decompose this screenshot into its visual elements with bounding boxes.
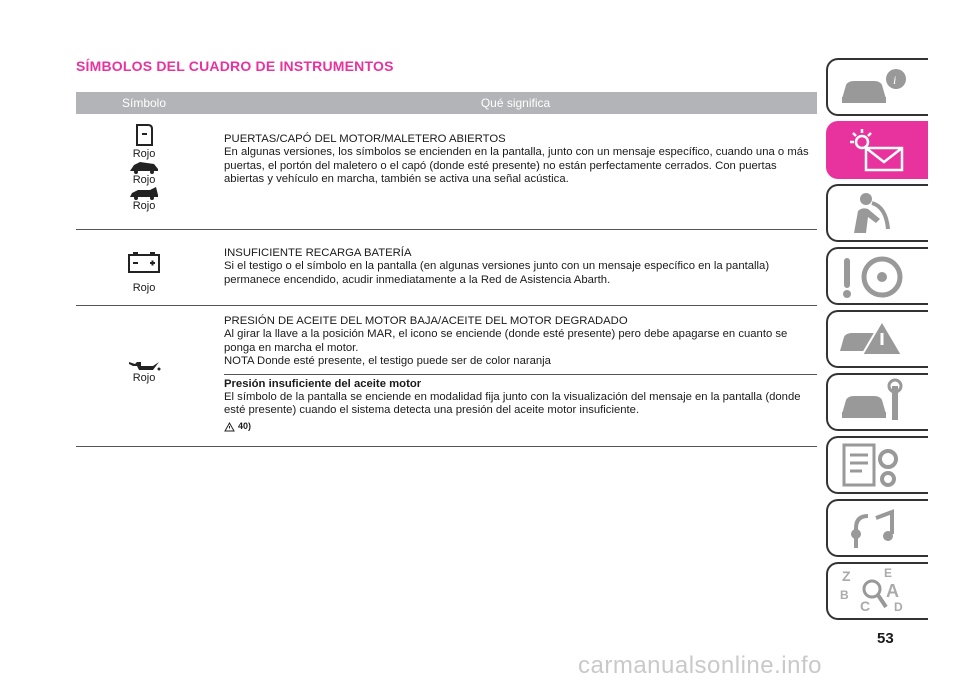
symbol-cell <box>76 114 212 229</box>
header-meaning: Qué significa <box>480 96 551 110</box>
svg-text:A: A <box>886 581 899 601</box>
row-text: Si el testigo o el símbolo en la pantalla (en algunas versiones junto con un mensaje específico en la pantalla) permanece encendido, acudir inmediatamente a la Red de Asistencia Abarth. <box>224 260 770 286</box>
svg-text:B: B <box>840 588 849 602</box>
color-label: Rojo <box>132 372 156 384</box>
tab-multimedia[interactable] <box>826 499 928 557</box>
warning-light-envelope-icon <box>836 126 916 176</box>
symbols-table <box>76 92 817 447</box>
maintenance-wrench-icon <box>836 378 916 428</box>
tab-car-info[interactable] <box>826 58 928 116</box>
car-info-icon <box>836 63 916 113</box>
symbol-cell <box>76 306 212 446</box>
tab-maintenance[interactable] <box>826 373 928 431</box>
row-text: Al girar la llave a la posición MAR, el icono se enciende (donde esté presente) pero debe apagarse en cuanto se ponga en marcha el motor. <box>224 328 788 354</box>
tab-safety[interactable] <box>826 184 928 242</box>
svg-text:D: D <box>894 600 903 614</box>
meaning-cell <box>212 114 817 229</box>
table-row <box>76 114 817 230</box>
meaning-cell <box>212 230 817 305</box>
door-open-icon <box>133 122 155 148</box>
row-subtext: El símbolo de la pantalla se enciende en modalidad fija junto con la visualización del mensaje en la pantalla (donde esté presente) cuando el sistema detecta una presión del aceite motor insuficiente. <box>224 391 801 417</box>
color-label: Rojo <box>132 282 156 294</box>
sub-divider <box>224 374 817 375</box>
svg-text:E: E <box>884 567 893 580</box>
tab-index[interactable] <box>826 562 928 620</box>
page-number: 53 <box>877 630 894 647</box>
row-text: En algunas versiones, los símbolos se encienden en la pantalla, junto con un mensaje específico, cuando una o más puertas, el portón del maletero o el capó (donde esté presente) no están perfectamente cerrados. Con puertas abiertas y vehículo en marcha, también se activa una señal acústica. <box>224 146 809 186</box>
section-title: SÍMBOLOS DEL CUADRO DE INSTRUMENTOS <box>76 58 394 74</box>
row-title: PRESIÓN DE ACEITE DEL MOTOR BAJA/ACEITE DEL MOTOR DEGRADADO <box>224 315 628 327</box>
svg-text:Z: Z <box>842 568 851 584</box>
warning-ref-label: 40) <box>238 420 252 431</box>
table-row <box>76 306 817 447</box>
header-symbol: Símbolo <box>121 96 167 110</box>
svg-text:C: C <box>860 598 871 614</box>
color-label: Rojo <box>132 200 156 212</box>
color-label: Rojo <box>132 148 156 160</box>
color-label: Rojo <box>132 174 156 186</box>
row-note: NOTA Donde esté presente, el testigo puede ser de color naranja <box>224 355 551 368</box>
tab-driving[interactable] <box>826 247 928 305</box>
svg-text:i: i <box>893 73 897 87</box>
oil-pressure-icon <box>127 358 161 372</box>
battery-icon <box>127 250 161 274</box>
warning-triangle-icon <box>224 422 235 432</box>
meaning-cell <box>212 306 817 446</box>
tab-technical-data[interactable] <box>826 436 928 494</box>
tab-warning-lights[interactable] <box>826 121 928 179</box>
watermark: carmanualsonline.info <box>578 652 822 679</box>
steering-wheel-icon <box>836 252 916 302</box>
table-header <box>76 92 817 114</box>
safety-seatbelt-icon <box>836 189 916 239</box>
warning-reference <box>224 420 817 433</box>
technical-data-gears-icon <box>836 441 916 491</box>
multimedia-icon <box>836 504 916 554</box>
trunk-open-icon <box>128 186 160 200</box>
symbol-cell <box>76 230 212 305</box>
hood-open-icon <box>128 160 160 174</box>
emergency-car-icon <box>836 315 916 365</box>
tab-emergency[interactable] <box>826 310 928 368</box>
row-title: INSUFICIENTE RECARGA BATERÍA <box>224 247 412 259</box>
index-letters-icon <box>836 567 916 617</box>
row-subtitle: Presión insuficiente del aceite motor <box>224 377 422 390</box>
table-row <box>76 230 817 306</box>
row-title: PUERTAS/CAPÓ DEL MOTOR/MALETERO ABIERTOS <box>224 133 506 145</box>
